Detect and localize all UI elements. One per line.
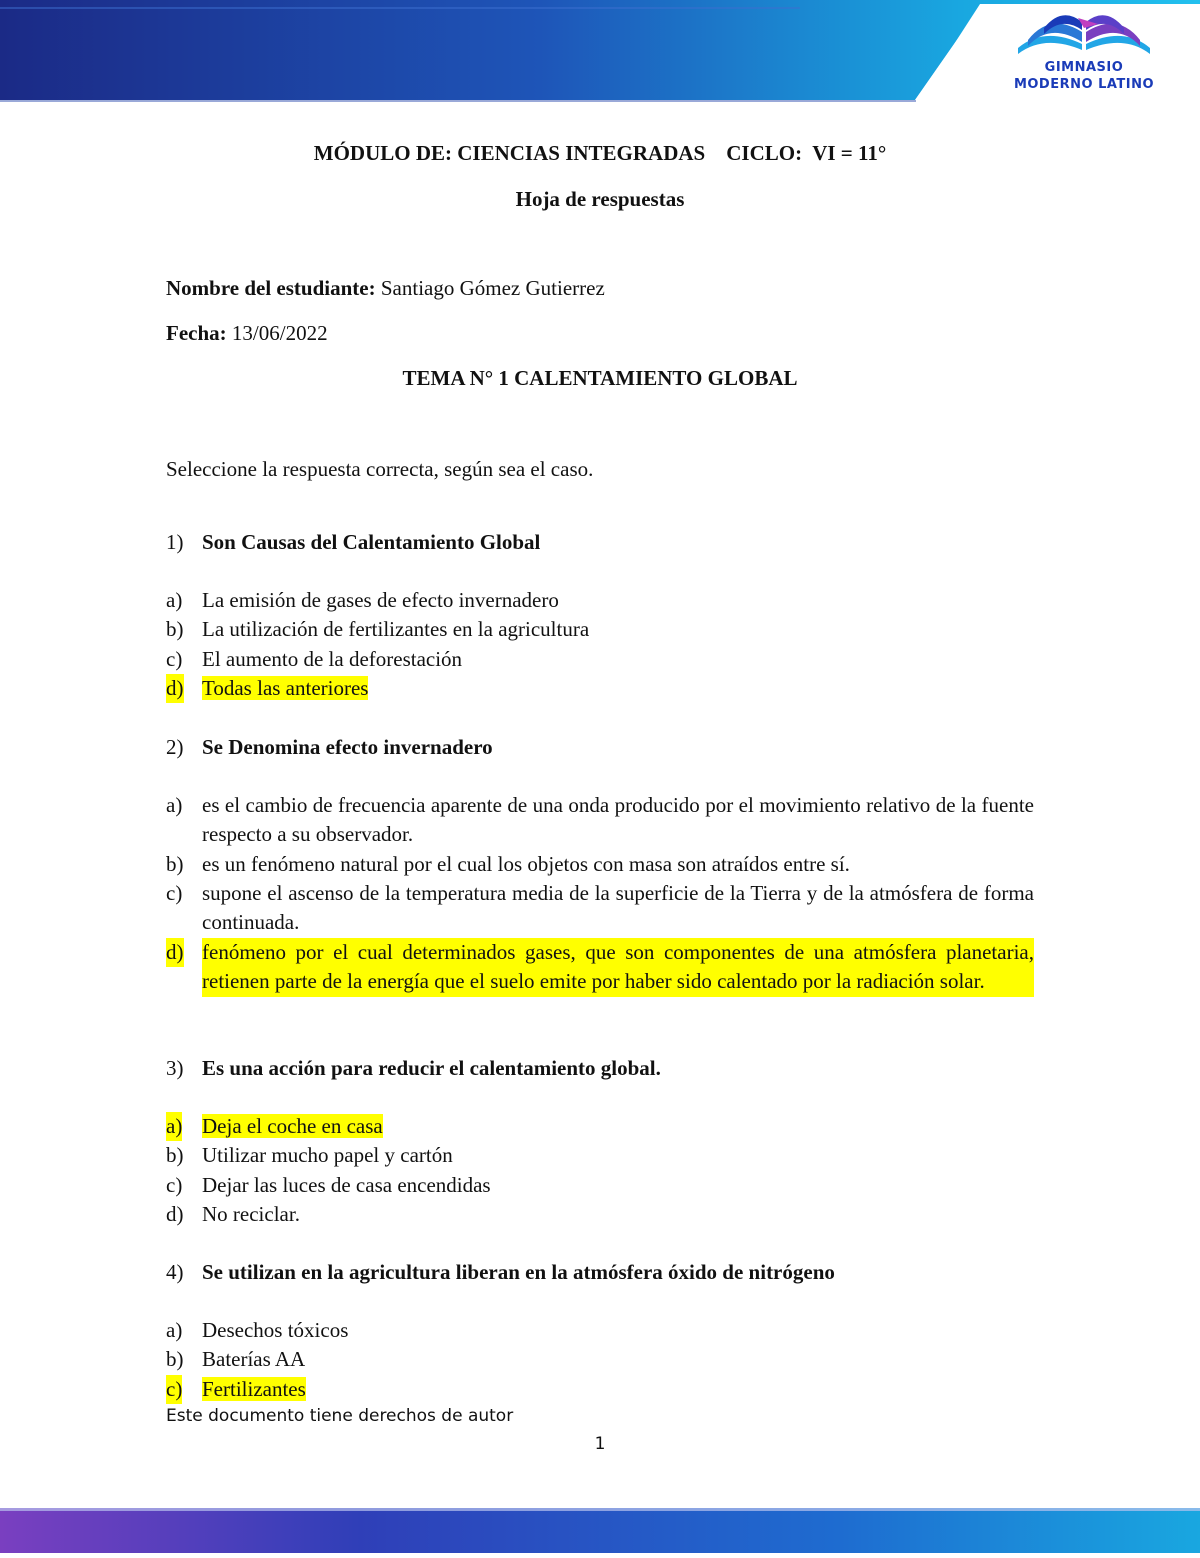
date-line xyxy=(166,319,328,348)
student-name-line xyxy=(166,274,605,303)
highlighted-answer xyxy=(166,674,1034,703)
footer-graphic xyxy=(0,1508,1200,1553)
open-book-icon xyxy=(1004,4,1164,60)
list-item xyxy=(166,1171,1034,1200)
list-item xyxy=(166,586,1034,615)
option-marker: a) xyxy=(166,588,183,612)
page-subtitle: Hoja de respuestas xyxy=(515,187,685,211)
module-title: MÓDULO DE: CIENCIAS INTEGRADAS CICLO: VI = 11° xyxy=(313,141,887,165)
option-marker: d) xyxy=(166,1202,184,1226)
option-marker: c) xyxy=(166,1173,183,1197)
student-name-value: Santiago Gómez Gutierrez xyxy=(375,276,605,300)
topic-heading: TEMA N° 1 CALENTAMIENTO GLOBAL xyxy=(402,366,798,390)
logo-line2: MODERNO LATINO xyxy=(1013,77,1155,92)
question-text: Es una acción para reducir el calentamiento global. xyxy=(202,1056,661,1080)
option-marker: a) xyxy=(166,1318,183,1342)
option-marker: a) xyxy=(166,1112,182,1141)
option-text: Desechos tóxicos xyxy=(202,1318,349,1342)
option-text: Fertilizantes xyxy=(202,1377,306,1401)
list-item xyxy=(166,645,1034,674)
question-text: Se utilizan en la agricultura liberan en la atmósfera óxido de nitrógeno xyxy=(202,1260,835,1284)
copyright-note: Este documento tiene derechos de autor xyxy=(166,1406,514,1426)
option-text: Utilizar mucho papel y cartón xyxy=(202,1143,453,1167)
option-marker: c) xyxy=(166,647,183,671)
student-name-label: Nombre del estudiante: xyxy=(166,276,376,300)
header-banner xyxy=(0,0,1200,104)
logo-line1: GIMNASIO xyxy=(1044,60,1124,75)
highlighted-answer xyxy=(166,1375,1034,1404)
highlighted-answer xyxy=(166,938,1034,997)
option-marker: b) xyxy=(166,1143,184,1167)
option-text: Todas las anteriores xyxy=(202,676,369,700)
list-item xyxy=(166,615,1034,644)
date-value: 13/06/2022 xyxy=(226,321,328,345)
list-item xyxy=(166,1316,1034,1345)
option-text: Deja el coche en casa xyxy=(202,1114,383,1138)
option-text: es un fenómeno natural por el cual los objetos con masa son atraídos entre sí. xyxy=(202,852,850,876)
option-text: fenómeno por el cual determinados gases, que son componentes de una atmósfera planetaria, retienen parte de la energía que el suelo emite por haber sido calentado por la radiación solar. xyxy=(202,938,1034,997)
footer-banner xyxy=(0,1508,1200,1553)
option-text: es el cambio de frecuencia aparente de una onda producido por el movimiento relativo de la fuente respecto a su observador. xyxy=(202,793,1034,847)
option-text: No reciclar. xyxy=(202,1202,300,1226)
highlighted-answer xyxy=(166,1112,1034,1141)
option-marker: b) xyxy=(166,617,184,641)
option-text: Dejar las luces de casa encendidas xyxy=(202,1173,491,1197)
option-marker: b) xyxy=(166,1347,184,1371)
list-item xyxy=(166,1345,1034,1374)
list-item xyxy=(166,850,1034,879)
option-marker: c) xyxy=(166,881,183,905)
question-text: Son Causas del Calentamiento Global xyxy=(202,530,541,554)
list-item xyxy=(166,879,1034,938)
question-number: 2) xyxy=(166,735,184,759)
instruction-text: Seleccione la respuesta correcta, según sea el caso. xyxy=(166,457,594,481)
option-marker: c) xyxy=(166,1375,182,1404)
option-marker: b) xyxy=(166,852,184,876)
option-marker: a) xyxy=(166,793,183,817)
option-marker: d) xyxy=(166,674,184,703)
school-logo xyxy=(1004,4,1164,98)
question-number: 4) xyxy=(166,1260,184,1284)
option-text: La utilización de fertilizantes en la agricultura xyxy=(202,617,590,641)
list-item xyxy=(166,1141,1034,1170)
question-text: Se Denomina efecto invernadero xyxy=(202,735,493,759)
option-text: La emisión de gases de efecto invernadero xyxy=(202,588,559,612)
option-text: El aumento de la deforestación xyxy=(202,647,463,671)
date-label: Fecha: xyxy=(166,321,227,345)
list-item xyxy=(166,1200,1034,1229)
option-text: supone el ascenso de la temperatura media de la superficie de la Tierra y de la atmósfera de forma continuada. xyxy=(202,881,1034,935)
page-number: 1 xyxy=(594,1434,606,1454)
list-item xyxy=(166,791,1034,850)
option-marker: d) xyxy=(166,938,184,967)
question-number: 3) xyxy=(166,1056,184,1080)
question-number: 1) xyxy=(166,530,184,554)
option-text: Baterías AA xyxy=(202,1347,306,1371)
